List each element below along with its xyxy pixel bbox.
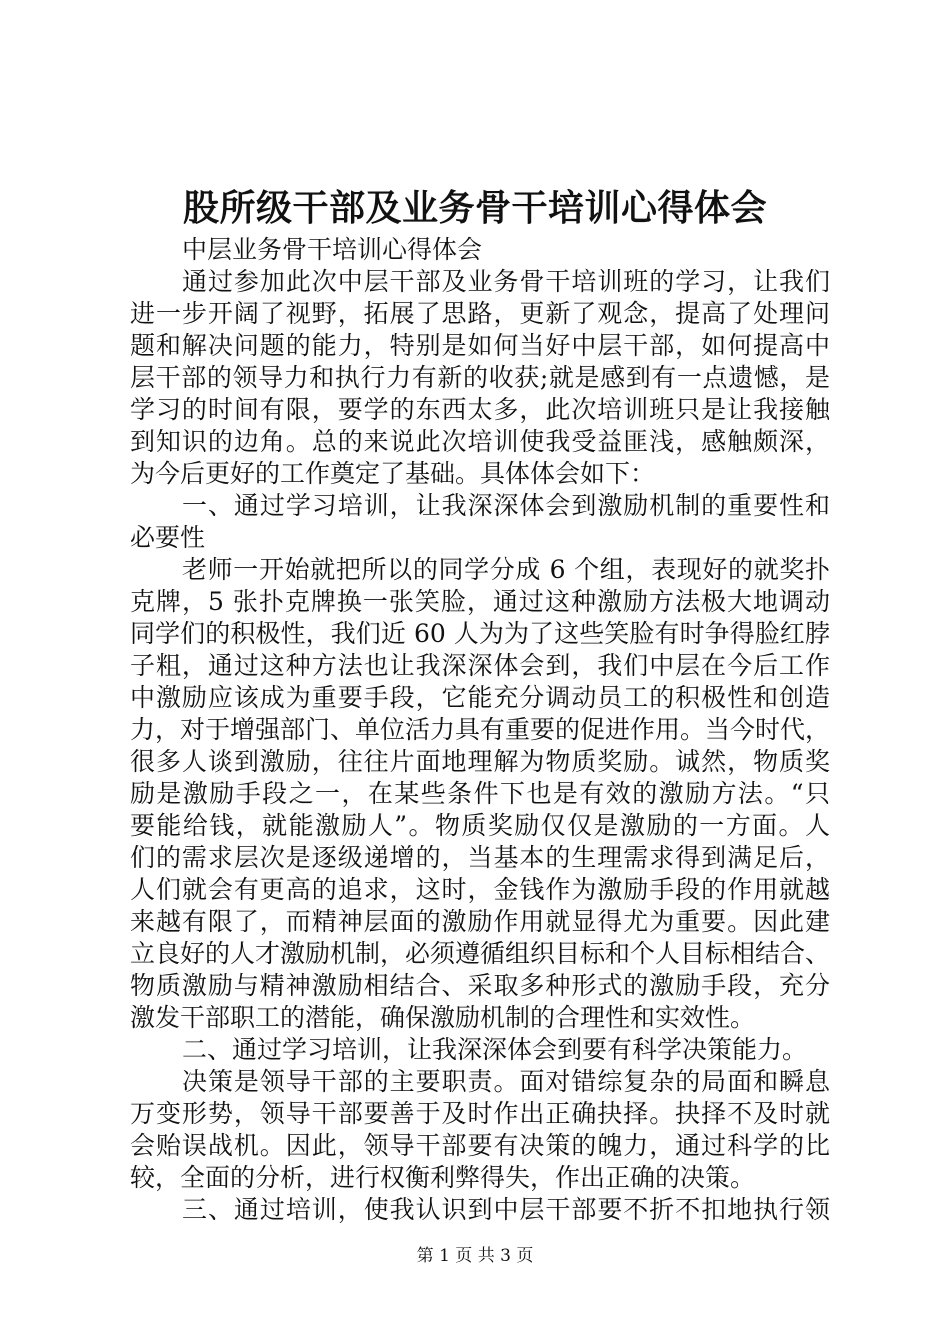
body-line: 中激励应该成为重要手段，它能充分调动员工的积极性和创造 xyxy=(130,683,830,712)
document-title: 股所级干部及业务骨干培训心得体会 xyxy=(182,187,767,229)
body-line: 要能给钱，就能激励人”。物质奖励仅仅是激励的一方面。人 xyxy=(130,811,830,840)
body-line: 较，全面的分析，进行权衡利弊得失，作出正确的决策。 xyxy=(130,1163,756,1192)
body-line: 来越有限了，而精神层面的激励作用就显得尤为重要。因此建 xyxy=(130,907,830,936)
body-line: 为今后更好的工作奠定了基础。具体体会如下： xyxy=(130,459,656,488)
body-line: 很多人谈到激励，往往片面地理解为物质奖励。诚然，物质奖 xyxy=(130,747,830,776)
body-line: 物质激励与精神激励相结合、采取多种形式的激励手段，充分 xyxy=(130,971,830,1000)
body-line: 励是激励手段之一，在某些条件下也是有效的激励方法。“只 xyxy=(130,779,830,808)
body-line: 激发干部职工的潜能，确保激励机制的合理性和实效性。 xyxy=(130,1003,756,1032)
page-footer: 第 1 页 共 3 页 xyxy=(416,1246,534,1266)
body-line: 们的需求层次是逐级递增的，当基本的生理需求得到满足后， xyxy=(130,843,830,872)
body-line: 进一步开阔了视野，拓展了思路，更新了观念，提高了处理问 xyxy=(130,299,830,328)
body-line: 立良好的人才激励机制，必须遵循组织目标和个人目标相结合、 xyxy=(130,939,831,968)
body-line: 子粗，通过这种方法也让我深深体会到，我们中层在今后工作 xyxy=(130,651,830,680)
body-line: 学习的时间有限，要学的东西太多，此次培训班只是让我接触 xyxy=(130,395,830,424)
body-line: 层干部的领导力和执行力有新的收获;就是感到有一点遗憾，是 xyxy=(130,363,830,392)
body-line: 会贻误战机。因此，领导干部要有决策的魄力，通过科学的比 xyxy=(130,1131,830,1160)
body-line: 通过参加此次中层干部及业务骨干培训班的学习，让我们 xyxy=(182,267,830,296)
section-heading-line: 二、通过学习培训，让我深深体会到要有科学决策能力。 xyxy=(182,1035,808,1064)
body-line: 题和解决问题的能力，特别是如何当好中层干部，如何提高中 xyxy=(130,331,830,360)
subtitle-line: 中层业务骨干培训心得体会 xyxy=(182,235,483,264)
document-body xyxy=(130,234,830,1226)
body-line: 老师一开始就把所以的同学分成 6 个组，表现好的就奖扑 xyxy=(182,555,830,584)
body-line: 决策是领导干部的主要职责。面对错综复杂的局面和瞬息 xyxy=(182,1067,830,1096)
body-line: 克牌，5 张扑克牌换一张笑脸，通过这种激励方法极大地调动 xyxy=(130,587,830,616)
section-heading-line: 必要性 xyxy=(130,523,206,552)
body-line: 到知识的边角。总的来说此次培训使我受益匪浅，感触颇深， xyxy=(130,427,830,456)
body-line: 力，对于增强部门、单位活力具有重要的促进作用。当今时代， xyxy=(130,715,831,744)
section-heading-line: 一、通过学习培训，让我深深体会到激励机制的重要性和 xyxy=(182,491,830,520)
section-heading-line: 三、通过培训，使我认识到中层干部要不折不扣地执行领 xyxy=(182,1195,830,1224)
body-line: 同学们的积极性，我们近 60 人为为了这些笑脸有时争得脸红脖 xyxy=(130,619,830,648)
body-line: 万变形势，领导干部要善于及时作出正确抉择。抉择不及时就 xyxy=(130,1099,830,1128)
body-line: 人们就会有更高的追求，这时，金钱作为激励手段的作用就越 xyxy=(130,875,830,904)
